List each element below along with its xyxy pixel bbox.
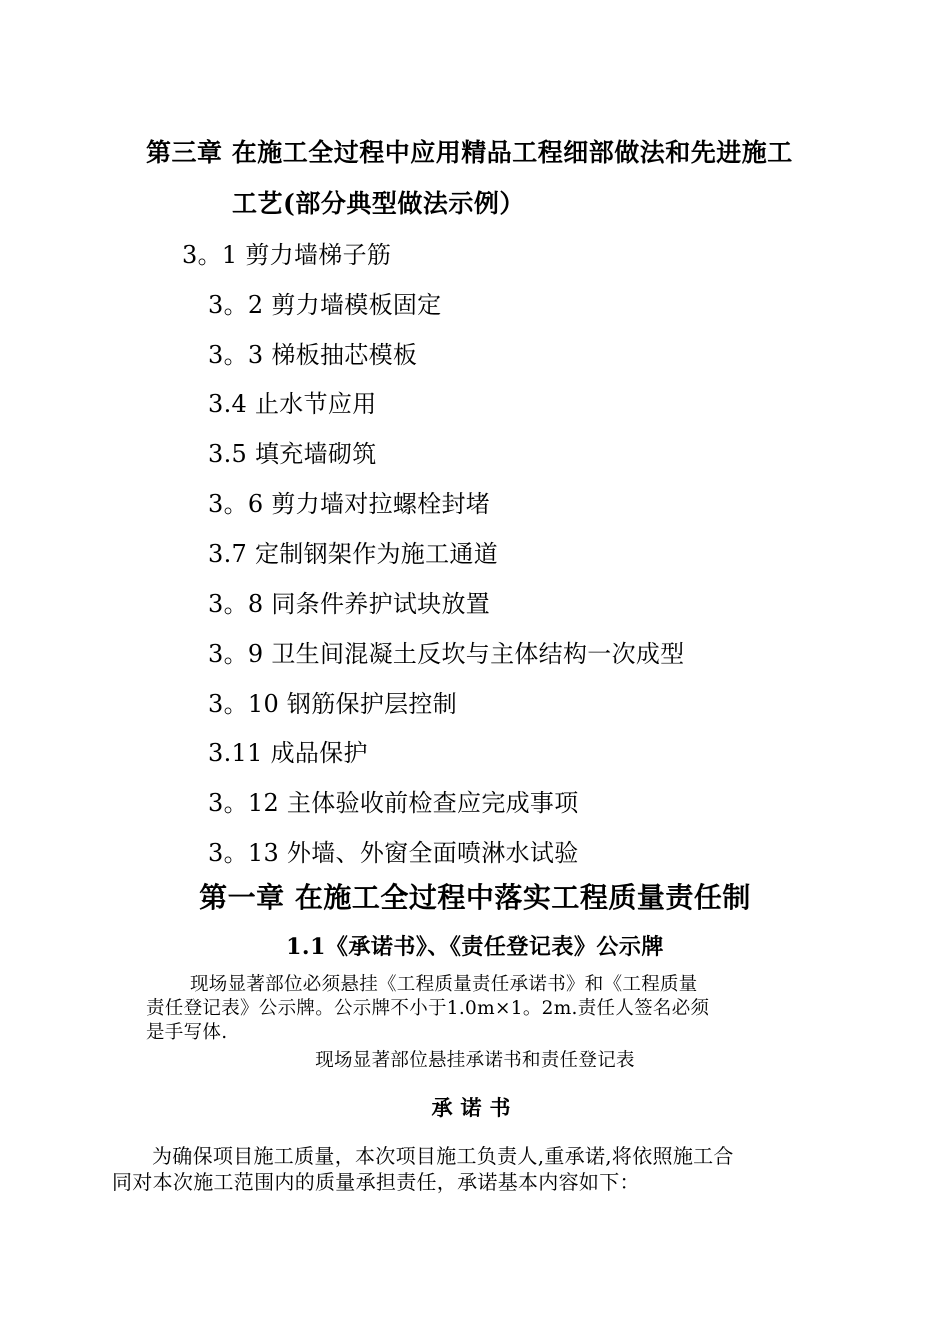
pledge-title: 承诺书 <box>431 1095 519 1120</box>
chapter1-title: 第一章 在施工全过程中落实工程质量责任制 <box>199 881 751 914</box>
toc-item: 3.4 止水节应用 <box>208 390 377 418</box>
paragraph-line: 责任登记表》公示牌。公示牌不小于1.0m×1。2m.责任人签名必须 <box>146 998 710 1019</box>
toc-item: 3。9 卫生间混凝土反坎与主体结构一次成型 <box>208 640 685 668</box>
toc-item: 3.11 成品保护 <box>208 739 368 767</box>
chapter3-title-line2: 工艺(部分典型做法示例） <box>232 189 525 218</box>
toc-item: 3。8 同条件养护试块放置 <box>208 590 491 618</box>
toc-item: 3.7 定制钢架作为施工通道 <box>208 540 498 568</box>
paragraph-line: 同对本次施工范围内的质量承担责任，承诺基本内容如下： <box>112 1170 640 1194</box>
paragraph-line: 为确保项目施工质量，本次项目施工负责人,重承诺,将依照施工合 <box>152 1144 734 1168</box>
toc-item: 3。3 梯板抽芯模板 <box>208 341 418 369</box>
toc-item: 3。12 主体验收前检查应完成事项 <box>208 789 579 817</box>
toc-item: 3。13 外墙、外窗全面喷淋水试验 <box>208 839 579 867</box>
image-caption: 现场显著部位悬挂承诺书和责任登记表 <box>315 1050 635 1071</box>
paragraph-line: 是手写体. <box>146 1022 228 1043</box>
chapter3-title-line1: 第三章 在施工全过程中应用精品工程细部做法和先进施工 <box>146 138 793 167</box>
toc-item: 3.5 填充墙砌筑 <box>208 440 377 468</box>
toc-item: 3。2 剪力墙模板固定 <box>208 291 442 319</box>
toc-item: 3。10 钢筋保护层控制 <box>208 690 458 718</box>
paragraph-line: 现场显著部位必须悬挂《工程质量责任承诺书》和《工程质量 <box>190 974 698 995</box>
toc-item: 3。6 剪力墙对拉螺栓封堵 <box>208 490 491 518</box>
section-title: 1.1《承诺书》、《责任登记表》公示牌 <box>286 934 664 960</box>
toc-item: 3。1 剪力墙梯子筋 <box>182 241 392 269</box>
